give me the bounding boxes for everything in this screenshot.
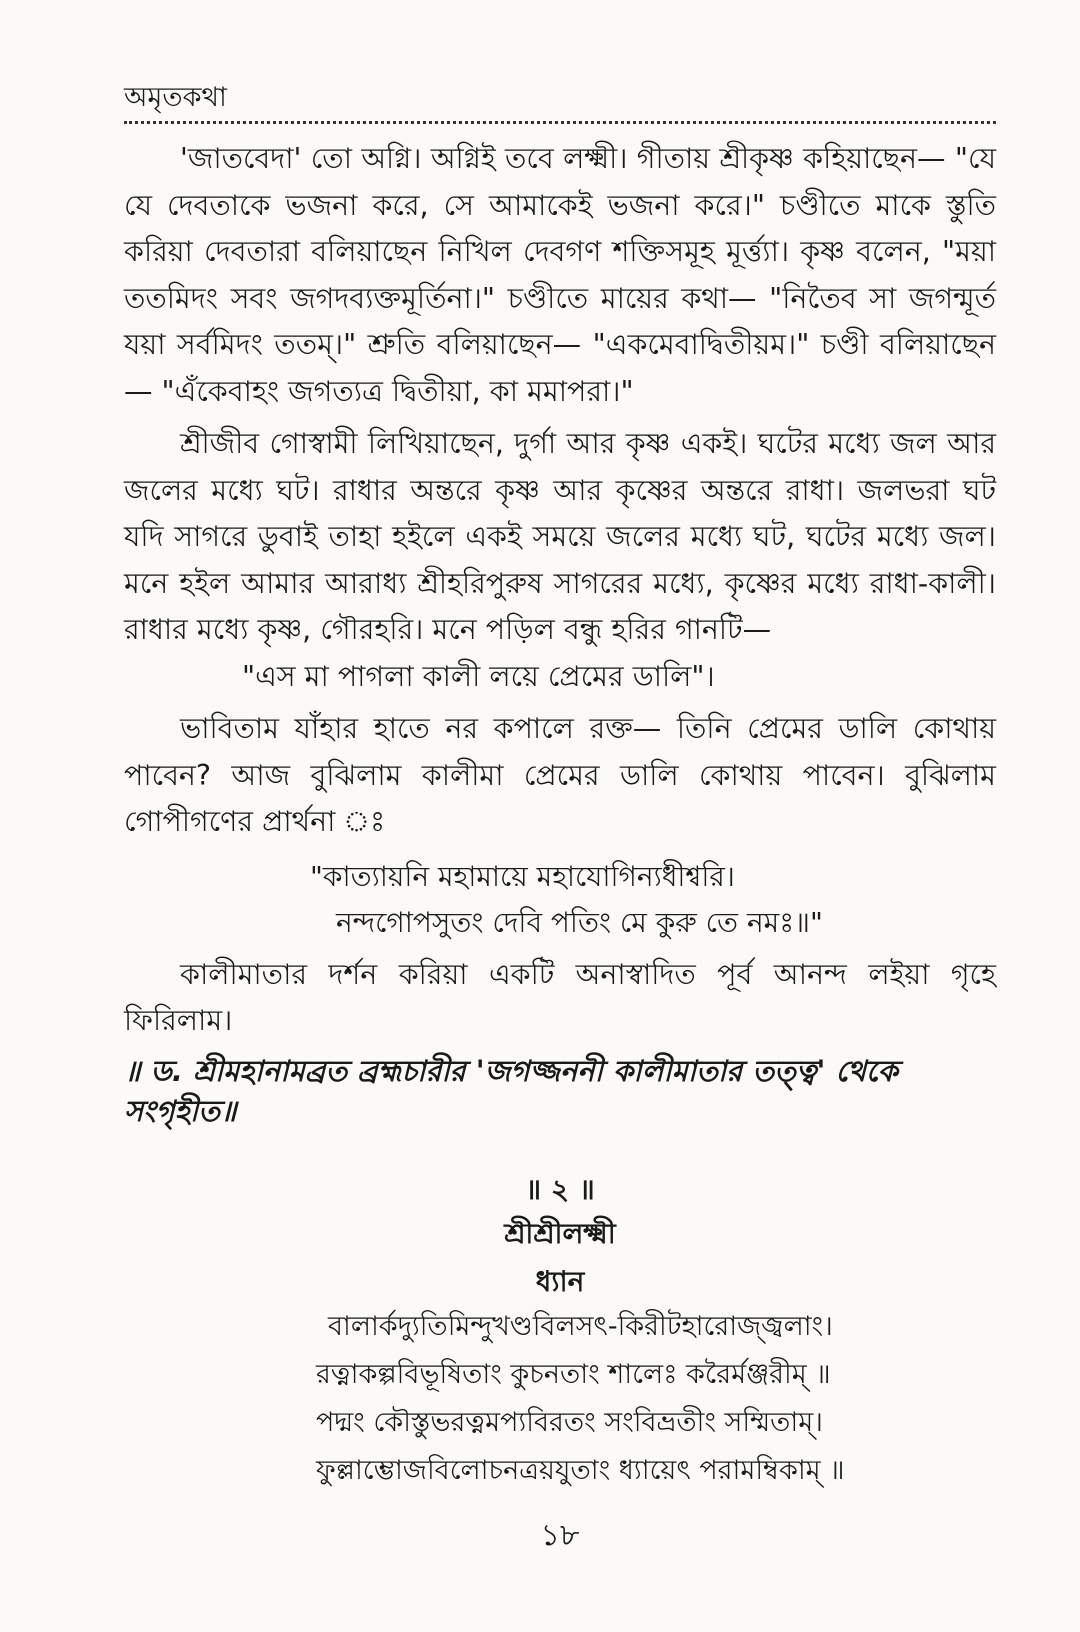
mantra-line-3: পদ্মং কৌস্তুভরত্নমপ্যবিরতং সংবিভ্রতীং সম্মিতাম্।	[316, 1407, 823, 1438]
section-number: ॥ ২ ॥	[525, 1173, 595, 1206]
section-lakshmi	[124, 1168, 996, 1494]
verse-line-1: "কাত্যায়নি মহামায়ে মহাযোগিন্যধীশ্বরি।	[310, 859, 735, 893]
section-subtitle: ধ্যান	[535, 1265, 585, 1298]
mantra-line-1: বালার্কদ্যুতিমিন্দুখণ্ডবিলসৎ-কিরীটহারোজ্জ্বলাং।	[328, 1311, 833, 1342]
source-note: ॥ ড. শ্রীমহানামব্রত ব্রহ্মচারীর 'জগজ্জননী কালীমাতার তত্ত্ব' থেকে সংগৃহীত॥	[124, 1053, 898, 1128]
book-page	[124, 0, 996, 1632]
body-text	[124, 136, 996, 1131]
song-quote: "এস মা পাগলা কালী লয়ে প্রেমের ডালি"।	[242, 659, 715, 693]
mantra-line-4: ফুল্লাম্ভোজবিলোচনত্রয়যুতাং ধ্যায়েৎ পরামম্বিকাম্ ॥	[316, 1455, 845, 1486]
paragraph-3: ভাবিতাম যাঁহার হাতে নর কপালে রক্ত— তিনি প্রেমের ডালি কোথায় পাবেন? আজ বুঝিলাম কালীমা প্রেমের ডালি কোথায় পাবেন। বুঝিলাম গোপীগণের প্রার্থনা ঃ	[124, 712, 996, 838]
section-title: শ্রীশ্রীলক্ষ্মী	[504, 1217, 616, 1250]
mantra-line-2: রত্নাকল্পবিভূষিতাং কুচনতাং শালেঃ করৈর্মঞ্জরীম্ ॥	[316, 1359, 831, 1390]
header-dotted-rule	[124, 121, 996, 124]
running-title: অমৃতকথা	[124, 82, 227, 113]
paragraph-1: 'জাতবেদা' তো অগ্নি। অগ্নিই তবে লক্ষ্মী। গীতায় শ্রীকৃষ্ণ কহিয়াছেন— "যে যে দেবতাকে ভজনা করে, সে আমাকেই ভজনা করে।" চণ্ডীতে মাকে স্তুতি করিয়া দেবতারা বলিয়াছেন নিখিল দেবগণ শক্তিসমূহ মূর্ত্ত্যা। কৃষ্ণ বলেন, "ময়া ততমিদং সবং জগদব্যক্তমূর্তিনা।" চণ্ডীতে মায়ের কথা— "নিতৈব সা জগন্মূর্ত যয়া সর্বমিদং ততম্।" শ্রুতি বলিয়াছেন— "একমেবাদ্বিতীয়ম।" চণ্ডী বলিয়াছেন— "এঁকেবাহং জগত্যত্র দ্বিতীয়া, কা মমাপরা।"	[124, 142, 996, 408]
page-number: ১৮	[540, 1518, 580, 1553]
paragraph-4: কালীমাতার দর্শন করিয়া একটি অনাস্বাদিত পূর্ব আনন্দ লইয়া গৃহে ফিরিলাম।	[124, 957, 996, 1037]
paragraph-2: শ্রীজীব গোস্বামী লিখিয়াছেন, দুর্গা আর কৃষ্ণ একই। ঘটের মধ্যে জল আর জলের মধ্যে ঘট। রাধার অন্তরে কৃষ্ণ আর কৃষ্ণের অন্তরে রাধা। জলভরা ঘট যদি সাগরে ডুবাই তাহা হইলে একই সময়ে জলের মধ্যে ঘট, ঘটের মধ্যে জল। মনে হইল আমার আরাধ্য শ্রীহরিপুরুষ সাগরের মধ্যে, কৃষ্ণের মধ্যে রাধা-কালী। রাধার মধ্যে কৃষ্ণ, গৌরহরি। মনে পড়িল বন্ধু হরির গানটি—	[124, 427, 996, 646]
verse-line-2: নন্দগোপসুতং দেবি পতিং মে কুরু তে নমঃ॥"	[336, 905, 823, 939]
